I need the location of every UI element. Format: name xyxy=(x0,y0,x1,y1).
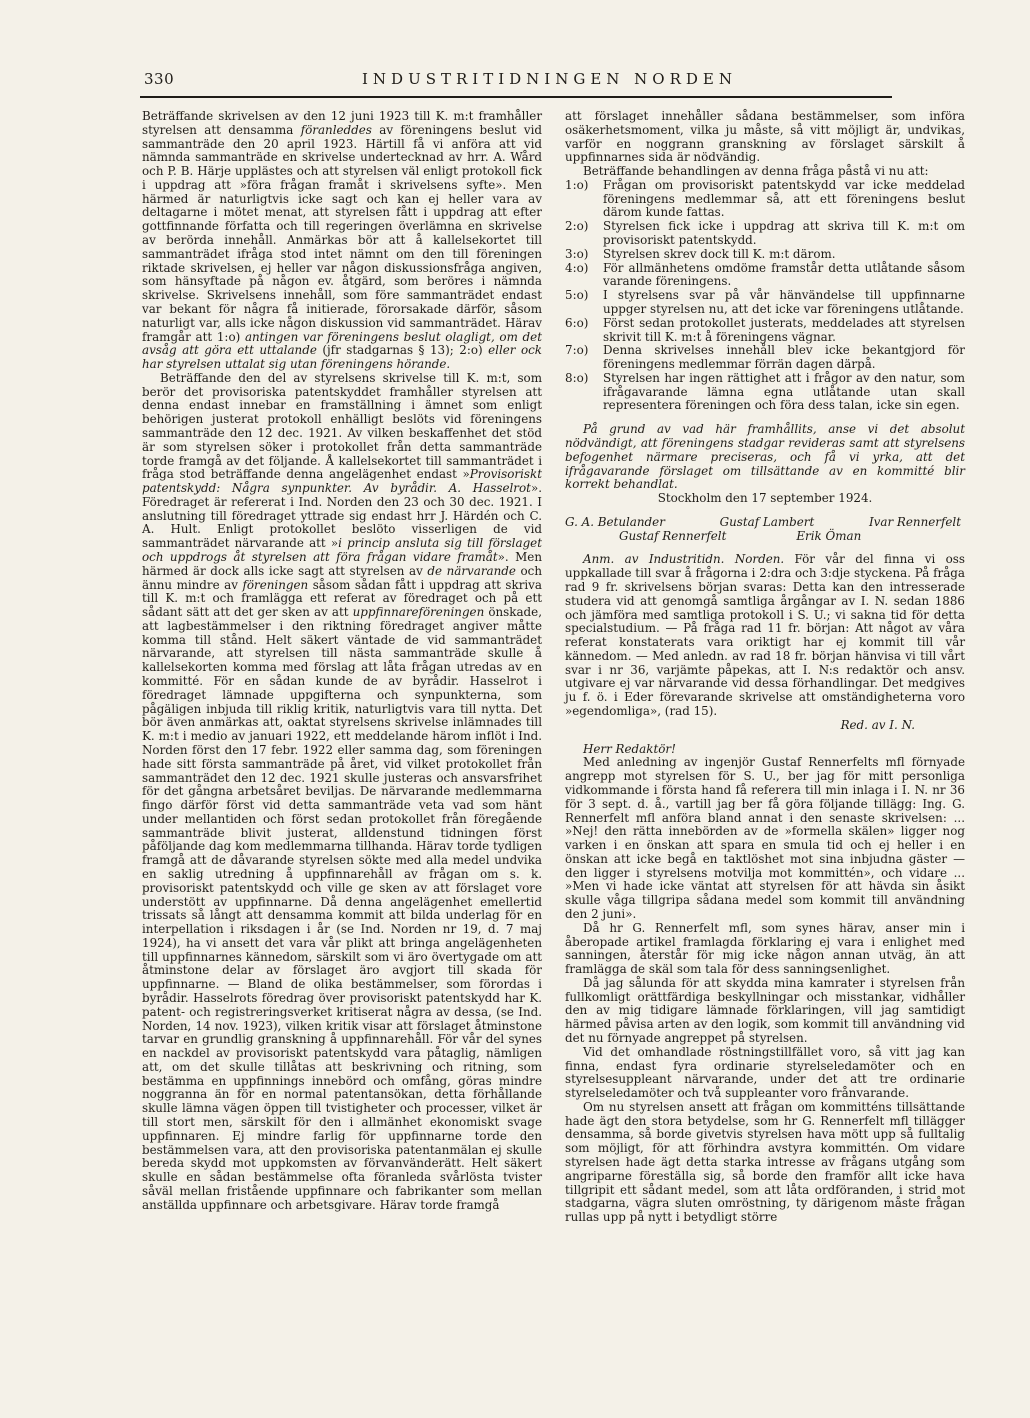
paragraph: Beträffande behandlingen av denna fråga påstå vi nu att: xyxy=(583,164,929,179)
numbered-item xyxy=(565,317,965,345)
signature: Erik Öman xyxy=(796,528,862,543)
masthead-title: INDUSTRITIDNINGEN NORDEN xyxy=(362,70,737,88)
signature: Ivar Rennerfelt xyxy=(868,514,961,529)
item-text: Frågan om provisoriskt patentskydd var icke meddelad föreningens medlemmar så, att ett föreningens beslut därom kunde fattas. xyxy=(603,177,965,220)
item-number: 5:o) xyxy=(565,288,589,303)
numbered-item xyxy=(565,289,965,317)
signature: Gustaf Lambert xyxy=(719,514,815,529)
paragraph: På grund av vad här framhållits, anse vi det absolut nödvändigt, att föreningens stadgar revideras samt att styrelsens befogenhet närmare preciseras, och få vi yrka, att det ifrågavarande förslaget om tillsättande av en kommitté blir korrekt behandlat. xyxy=(565,422,965,492)
item-text: Först sedan protokollet justerats, meddelades att styrelsen skrivit till K. m:t å föreningens vägnar. xyxy=(603,315,965,344)
signature-row-2 xyxy=(565,530,965,544)
paragraph: Beträffande skrivelsen av den 12 juni 1923 till K. m:t framhåller styrelsen att densamma föranleddes av föreningens beslut vid sammanträde den 20 april 1923. Härtill få vi anföra att vid nämnda sammanträde en skrivelse undertecknad av hrr. A. Wård och P. B. Härje upplästes och att styrelsen väl enligt protokoll fick i uppdrag att »föra frågan framåt i skrivelsens syfte». Men härmed är naturligtvis icke sagt och kan ej heller vara av deltagarne i mötet menat, att styrelsen fått i uppdrag att efter gottfinnande författa och till regeringen överlämna en skrivelse av berörda innehåll. Anmärkas bör att å kallelsekortet till sammanträdet ifråga stod intet nämnt om den till föreningen riktade skrivelsen, ej heller var någon diskussionsfråga angiven, som hänsyftade på någon ev. åtgärd, som beröres i nämnda skrivelse. Skrivelsens innehåll, som före sammanträdet endast var bekant för några få initierade, förorsakade därför, såsom naturligt var, alls icke någon diskussion vid sammanträdet. Härav framgår att 1:o) antingen var föreningens beslut olagligt, om det avsåg att göra ett uttalande (jfr stadgarnas § 13); 2:o) eller ock har styrelsen uttalat sig utan föreningens hörande. xyxy=(142,109,543,372)
numbered-claims xyxy=(565,179,965,413)
left-column xyxy=(142,110,542,1213)
item-number: 8:o) xyxy=(565,370,589,385)
item-number: 3:o) xyxy=(565,246,589,261)
numbered-item xyxy=(565,179,965,220)
item-number: 1:o) xyxy=(565,177,589,192)
item-text: Styrelsen fick icke i uppdrag att skriva till K. m:t om provisoriskt patentskydd. xyxy=(603,219,965,248)
item-text: Styrelsen har ingen rättighet att i frågor av den natur, som ifrågavarande lämna egna utlåtande utan skall representera föreningen och föra dess talan, icke sin egen. xyxy=(603,370,965,413)
page-number: 330 xyxy=(144,70,175,88)
item-number: 6:o) xyxy=(565,315,589,330)
header-rule xyxy=(140,96,892,98)
paragraph: Stockholm den 17 september 1924. xyxy=(657,491,873,506)
numbered-item xyxy=(565,372,965,413)
paragraph: Herr Redaktör! xyxy=(583,741,676,756)
numbered-item xyxy=(565,344,965,372)
signature-block xyxy=(565,516,965,544)
item-text: Styrelsen skrev dock till K. m:t därom. xyxy=(603,246,836,261)
item-text: För allmänhetens omdöme framstår detta utlåtande såsom varande föreningens. xyxy=(603,260,965,289)
right-intro xyxy=(565,110,965,179)
paragraph: Vid det omhandlade röstningstillfället voro, så vitt jag kan finna, endast fyra ordinarie styrelseledamöter och en styrelsesuppleant närvarande, under det att tre ordinarie styrelseledamöter och två suppleanter voro frånvarande. xyxy=(565,1044,965,1101)
paragraph: Om nu styrelsen ansett att frågan om kommitténs tillsättande hade ägt den stora betydelse, som hr G. Rennerfelt mfl tillägger densamma, så borde givetvis styrelsen hava mött upp så fulltalig som möjligt, för att förhindra avstyra kommittén. Om vidare styrelsen hade ägt detta starka intresse av frågans utgång som angriparne föreställa sig, så borde den framför allt icke hava tillgripit ett sådant medel, som att låta ordföranden, i strid mot stadgarna, vägra sluten omröstning, ty därigenom måste frågan rullas upp på nytt i betydligt större xyxy=(565,1099,965,1225)
item-text: I styrelsens svar på vår hänvändelse till uppfinnarne uppger styrelsen nu, att det icke var föreningens utlåtande. xyxy=(603,288,965,316)
signature: G. A. Betulander xyxy=(565,514,665,529)
signature: Gustaf Rennerfelt xyxy=(619,528,727,543)
signature-row-1 xyxy=(565,516,965,530)
paragraph: Beträffande den del av styrelsens skrivelse till K. m:t, som berör det provisoriska patentskyddet framhåller styrelsen att denna endast innebar en framställning i ämnet som enligt behörigen justerat protokoll enhälligt beslöts vid föreningens sammanträde den 12 dec. 1921. Av vilken beskaffenhet det stöd är som styrelsen söker i protokollet från detta sammanträde torde framgå av det följande. Å kallelsekortet till sammanträdet i fråga stod beträffande denna angelägenhet endast »Provisoriskt patentskydd: Några synpunkter. Av byrådir. A. Hasselrot». Föredraget är refererat i Ind. Norden den 23 och 30 dec. 1921. I anslutning till föredraget yttrade sig endast hrr J. Härdén och C. A. Hult. Enligt protokollet beslöto visserligen de vid sammanträdet närvarande att »i princip ansluta sig till förslaget och uppdrogs åt styrelsen att föra frågan vidare framåt». Men härmed är dock alls icke sagt att styrelsen av de närvarande och ännu mindre av föreningen såsom sådan fått i uppdrag att skriva till K. m:t och framlägga ett referat av föredraget och på ett sådant sätt att det ger sken av att uppfinnareföreningen önskade, att lagbestämmelser i den riktning föredraget angiver måtte komma till stånd. Helt säkert väntade de vid sammanträdet närvarande, att styrelsen till nästa sammanträde skulle å kallelsekorten komma med förslag att låta frågan utredas av en kommitté. För en sådan kunde de av byrådir. Hasselrot i föredraget lämnade uppgifterna och synpunkterna, som pågäligen inbjuda till riklig kritik, naturligtvis vara till nytta. Det bör även anmärkas att, oaktat styrelsens skrivelse inlämnades till K. m:t i medio av januari 1922, ett meddelande härom inflöt i Ind. Norden först den 17 febr. 1922 eller samma dag, som föreningen hade sitt första sammanträde på året, vid vilket protokollet från sammanträdet den 12 dec. 1921 skulle justeras och ansvarsfrihet för det gångna arbetsåret beviljas. De närvarande medlemmarna fingo därför först vid detta sammanträde veta vad som hänt under mellantiden och först sedan protokollet från föregående sammanträde blivit justerat, alldenstund tidningen först påföljande dag kom medlemmarna tillhanda. Härav torde tydligen framgå att de dåvarande styrelsen sökte med alla medel undvika en saklig utredning å uppfinnarehåll av frågan om s. k. provisoriskt patentskydd och ville ge sken av att förslaget vore understött av uppfinnarne. Då denna angelägenhet emellertid trissats så långt att densamma kommit att bilda underlag för en interpellation i riksdagen i år (se Ind. Norden nr 19, d. 7 maj 1924), ha vi ansett det vara vår plikt att bringa angelägenheten till uppfinnarnes kännedom, särskilt som vi äro övertygade om att åtminstone delar av förslaget äro avgjort till skada för uppfinnarne. — Bland de olika bestämmelser, som förordas i byrådir. Hasselrots föredrag över provisoriskt patentskydd har K. patent- och registreringsverket kritiserat några av dessa, (se Ind. Norden, 14 nov. 1923), vilken kritik visar att förslaget åtminstone tarvar en grundlig granskning å uppfinnarehåll. För vår del synes en nackdel av provisoriskt patentskydd vara påtaglig, nämligen att, om det skulle tillåtas att beskrivning och ritning, som bestämma en uppfinnings innebörd och omfång, göras mindre noggranna än för en normal patentansökan, detta förhållande skulle lämna vägen öppen till tvistigheter och processer, vilket är till stort men, särskilt för den i allmänhet ekonomiskt svage uppfinnaren. Ej mindre farlig för uppfinnarne torde den bestämmelsen vara, att den provisoriska patentanmälan ej skulle bereda skydd mot uppkomsten av förvanvänderätt. Helt säkert skulle en sådan bestämmelse ofta föranleda svårlösta tvister såväl mellan fristående uppfinnare och fabrikanter som mellan anställda uppfinnare och arbetsgivare. Härav torde framgå xyxy=(142,370,543,1212)
page-header xyxy=(0,0,1030,110)
paragraph: Då jag sålunda för att skydda mina kamrater i styrelsen från fullkomligt orättfärdiga beskyllningar och misstankar, vidhåller den av mig tidigare lämnade förklaringen, vill jag samtidigt härmed påvisa arten av den logik, som kommit till användning vid det nu förnyade angreppet på styrelsen. xyxy=(565,975,965,1045)
paragraph: Då hr G. Rennerfelt mfl, som synes härav, anser min i åberopade artikel framlagda förklaring ej vara i enlighet med sanningen, återstår för mig icke någon annan utväg, än att framlägga de skäl som tala för dess sanningsenlighet. xyxy=(565,920,965,977)
item-number: 7:o) xyxy=(565,343,589,358)
right-tail xyxy=(565,553,965,1225)
paragraph: att förslaget innehåller sådana bestämmelser, som införa osäkerhetsmoment, vilka ju måste, så vitt möjligt är, undvikas, varför en noggrann granskning av förslaget särskilt å uppfinnarnes sida är nödvändig. xyxy=(565,109,965,165)
right-column xyxy=(565,110,965,1225)
paragraph: Red. av I. N. xyxy=(840,717,915,732)
item-number: 2:o) xyxy=(565,219,589,234)
resolution xyxy=(565,423,965,506)
paragraph: Med anledning av ingenjör Gustaf Rennerfelts mfl förnyade angrepp mot styrelsen för S. U., ber jag för mitt personliga vidkommande i första hand få referera till min inlaga i I. N. nr 36 för 3 sept. d. å., vartill jag ber få göra följande tillägg: Ing. G. Rennerfelt mfl anföra bland annat i den senaste skrivelsen: ... »Nej! den rätta innebörden av de »formella skälen» ligger nog varken i en önskan att spara en smula tid och ej heller i en önskan att icke begå en taktlöshet mot sina inbjudna gäster — den ligger i styrelsens motvilja mot kommittén», och vidare ... »Men vi hade icke väntat att styrelsen för att hävda sin åsikt skulle våga tillgripa sådana medel som kommit till användning den 2 juni». xyxy=(565,755,965,921)
numbered-item xyxy=(565,220,965,248)
item-number: 4:o) xyxy=(565,260,589,275)
numbered-item xyxy=(565,262,965,290)
numbered-item xyxy=(565,248,965,262)
item-text: Denna skrivelses innehåll blev icke bekantgjord för föreningens medlemmar förrän dagen därpå. xyxy=(603,343,965,372)
paragraph: Anm. av Industritidn. Norden. För vår del finna vi oss uppkallade till svar å frågorna i 2:dra och 3:dje styckena. På fråga rad 9 fr. skrivelsens början svaras: Detta kan den intresserade studera vid att genomgå samtliga årgångar av I. N. sedan 1886 och jämföra med samtliga protokoll i S. U.; vi sakna tid för detta specialstudium. — På fråga rad 11 fr. början: Att något av våra referat konstaterats vara oriktigt har ej kommit till vår kännedom. — Med anledn. av rad 18 fr. början hänvisa vi till vårt svar i nr 36, varjämte påpekas, att I. N:s redaktör och ansv. utgivare ej var närvarande vid dessa förhandlingar. Det medgives ju f. ö. i Eder förevarande skrivelse att omständigheterna voro »egendomliga», (rad 15). xyxy=(565,552,965,719)
